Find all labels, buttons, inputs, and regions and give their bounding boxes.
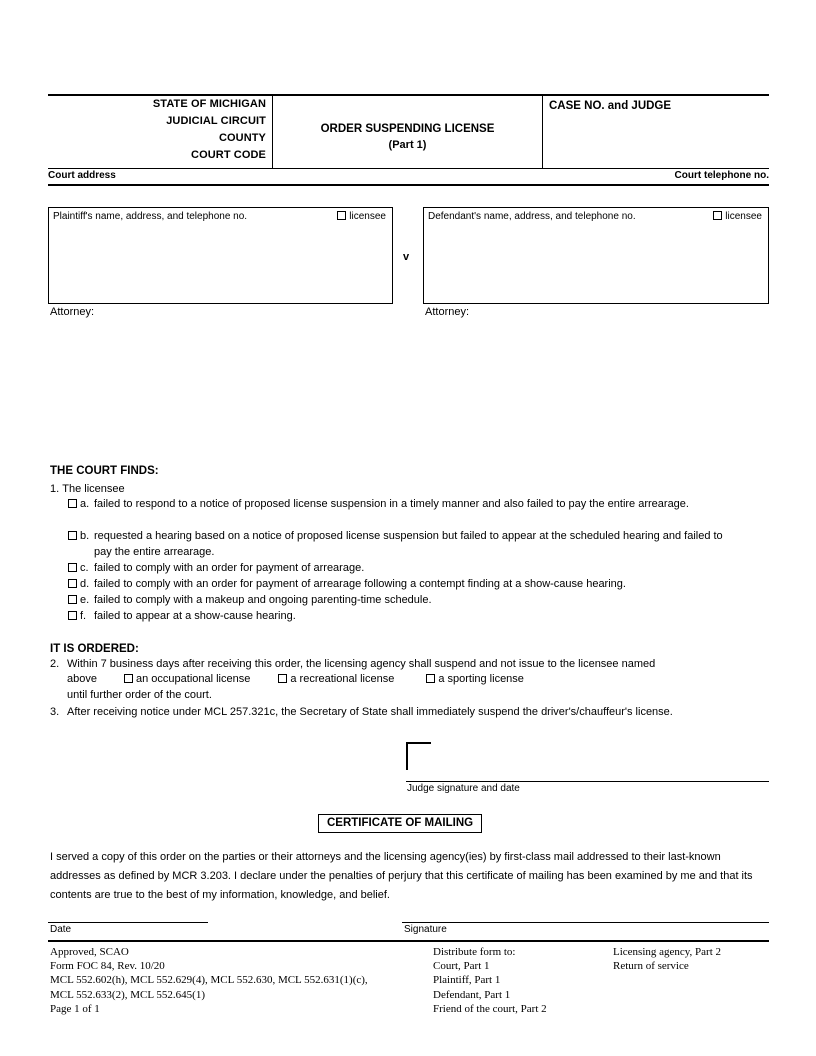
finding-c-text: failed to comply with an order for payment of arrearage. bbox=[94, 562, 365, 574]
finding-b-letter: b. bbox=[80, 530, 90, 542]
it-is-ordered-heading: IT IS ORDERED: bbox=[50, 643, 139, 655]
plaintiff-box[interactable] bbox=[48, 207, 393, 304]
form-subtitle: (Part 1) bbox=[388, 139, 427, 151]
sporting-license-checkbox[interactable] bbox=[426, 674, 435, 683]
judicial-circuit-label: JUDICIAL CIRCUIT bbox=[166, 115, 266, 127]
finding-item-1-text: The licensee bbox=[62, 483, 125, 495]
caption-title-cell bbox=[273, 96, 543, 168]
state-label: STATE OF MICHIGAN bbox=[152, 98, 266, 110]
occupational-license-checkbox[interactable] bbox=[124, 674, 133, 683]
versus-label: v bbox=[403, 251, 410, 263]
finding-e-checkbox[interactable] bbox=[68, 595, 77, 604]
ordered-item-3 bbox=[50, 705, 772, 721]
court-telephone-label: Court telephone no. bbox=[674, 170, 769, 181]
caption-case-cell[interactable] bbox=[543, 96, 769, 168]
date-label: Date bbox=[50, 924, 72, 935]
certificate-of-mailing-title: CERTIFICATE OF MAILING bbox=[318, 814, 482, 833]
finding-option-e[interactable] bbox=[68, 593, 770, 609]
footer-distribute-defendant: Defendant, Part 1 bbox=[433, 988, 511, 1001]
signature-rule bbox=[402, 922, 769, 923]
defendant-licensee-label: licensee bbox=[725, 211, 762, 222]
footer-distribution-col-2 bbox=[613, 945, 813, 973]
county-label: COUNTY bbox=[218, 132, 266, 144]
finding-item-1 bbox=[50, 482, 125, 498]
case-no-and-judge-label: CASE NO. and JUDGE bbox=[549, 100, 672, 112]
defendant-label: Defendant's name, address, and telephone no. bbox=[428, 211, 636, 222]
caption-table bbox=[48, 96, 769, 168]
occupational-license-label: an occupational license bbox=[136, 673, 251, 685]
finding-option-f[interactable] bbox=[68, 609, 770, 625]
caption-court-cell bbox=[48, 96, 273, 168]
court-address-bottom-rule bbox=[48, 184, 769, 186]
recreational-license-checkbox[interactable] bbox=[278, 674, 287, 683]
ordered-item-2-above: above bbox=[67, 673, 97, 685]
footer-distribute-label: Distribute form to: bbox=[433, 946, 516, 958]
finding-d-text: failed to comply with an order for payment of arrearage following a contempt finding at a show-cause hearing. bbox=[94, 578, 626, 590]
finding-option-c[interactable] bbox=[68, 561, 770, 577]
finding-option-b[interactable] bbox=[68, 529, 770, 561]
finding-option-a[interactable] bbox=[68, 497, 770, 513]
plaintiff-licensee-label: licensee bbox=[349, 211, 386, 222]
plaintiff-licensee-option[interactable] bbox=[337, 211, 386, 222]
finding-a-checkbox[interactable] bbox=[68, 499, 77, 508]
judge-signature-bracket-icon bbox=[406, 742, 431, 770]
finding-a-text: failed to respond to a notice of proposed license suspension in a timely manner and also failed to pay the entire arrearage. bbox=[94, 498, 689, 510]
finding-f-letter: f. bbox=[80, 610, 87, 622]
ordered-item-3-text: After receiving notice under MCL 257.321c, the Secretary of State shall immediately suspend the driver's/chauffeur's license. bbox=[67, 706, 673, 718]
footer-mcl-line-1: MCL 552.602(h), MCL 552.629(4), MCL 552.630, MCL 552.631(1)(c), bbox=[50, 974, 368, 987]
defendant-box[interactable] bbox=[423, 207, 769, 304]
ordered-item-3-number: 3. bbox=[50, 706, 60, 718]
footer-top-rule bbox=[48, 940, 769, 942]
footer-form-info bbox=[50, 945, 430, 1016]
finding-e-letter: e. bbox=[80, 594, 90, 606]
footer-distribute-plaintiff: Plaintiff, Part 1 bbox=[433, 974, 501, 987]
finding-item-1-number: 1. bbox=[50, 483, 60, 495]
court-finds-heading: THE COURT FINDS: bbox=[50, 465, 159, 477]
footer-distribution-col-1 bbox=[433, 945, 613, 1016]
ordered-item-2-options[interactable] bbox=[67, 673, 524, 685]
sporting-license-label: a sporting license bbox=[438, 673, 524, 685]
finding-f-checkbox[interactable] bbox=[68, 611, 77, 620]
court-address-label: Court address bbox=[48, 170, 116, 181]
footer-distribute-friend-of-court: Friend of the court, Part 2 bbox=[433, 1002, 547, 1015]
recreational-license-label: a recreational license bbox=[290, 673, 395, 685]
footer-approved: Approved, SCAO bbox=[50, 946, 129, 958]
judge-signature-label: Judge signature and date bbox=[407, 783, 520, 794]
defendant-licensee-checkbox[interactable] bbox=[713, 211, 722, 220]
footer-page-number: Page 1 of 1 bbox=[50, 1002, 100, 1015]
defendant-attorney-label: Attorney: bbox=[425, 306, 470, 318]
ordered-item-2-line3: until further order of the court. bbox=[67, 689, 212, 701]
ordered-item-2-line1: Within 7 business days after receiving this order, the licensing agency shall suspend and not issue to the licensee named bbox=[67, 658, 656, 670]
finding-d-letter: d. bbox=[80, 578, 90, 590]
finding-a-letter: a. bbox=[80, 498, 90, 510]
plaintiff-licensee-checkbox[interactable] bbox=[337, 211, 346, 220]
signature-label: Signature bbox=[404, 924, 447, 935]
court-address-row bbox=[48, 170, 769, 184]
footer-distribute-court: Court, Part 1 bbox=[433, 960, 490, 973]
footer-form-rev: Form FOC 84, Rev. 10/20 bbox=[50, 960, 165, 973]
footer-distribute-return-of-service: Return of service bbox=[613, 960, 689, 973]
form-title: ORDER SUSPENDING LICENSE bbox=[320, 123, 495, 135]
date-rule bbox=[48, 922, 208, 923]
finding-option-d[interactable] bbox=[68, 577, 770, 593]
finding-c-letter: c. bbox=[80, 562, 89, 574]
court-code-label: COURT CODE bbox=[191, 149, 266, 161]
finding-e-text: failed to comply with a makeup and ongoing parenting-time schedule. bbox=[94, 594, 432, 606]
finding-d-checkbox[interactable] bbox=[68, 579, 77, 588]
ordered-item-2-number: 2. bbox=[50, 658, 60, 670]
finding-b-checkbox[interactable] bbox=[68, 531, 77, 540]
judge-signature-rule bbox=[406, 781, 769, 782]
finding-c-checkbox[interactable] bbox=[68, 563, 77, 572]
ordered-item-2 bbox=[50, 657, 772, 673]
finding-b-text: requested a hearing based on a notice of proposed license suspension but failed to appear at the scheduled hearing and failed to pay the entire arrearage. bbox=[94, 530, 723, 558]
certificate-of-mailing-body: I served a copy of this order on the parties or their attorneys and the licensing agency(ies) by first-class mail addressed to their last-known addresses as defined by MCR 3.203. I declare under the penalties of perjury that this certificate of mailing has been examined by me and that its contents are true to the best of my information, knowledge, and belief. bbox=[50, 851, 753, 901]
caption-bottom-rule bbox=[48, 168, 769, 169]
defendant-licensee-option[interactable] bbox=[713, 211, 762, 222]
plaintiff-label: Plaintiff's name, address, and telephone no. bbox=[53, 211, 248, 222]
finding-f-text: failed to appear at a show-cause hearing. bbox=[94, 610, 296, 622]
footer-mcl-line-2: MCL 552.633(2), MCL 552.645(1) bbox=[50, 988, 206, 1001]
footer-distribute-licensing-agency: Licensing agency, Part 2 bbox=[613, 946, 722, 958]
plaintiff-attorney-label: Attorney: bbox=[50, 306, 95, 318]
